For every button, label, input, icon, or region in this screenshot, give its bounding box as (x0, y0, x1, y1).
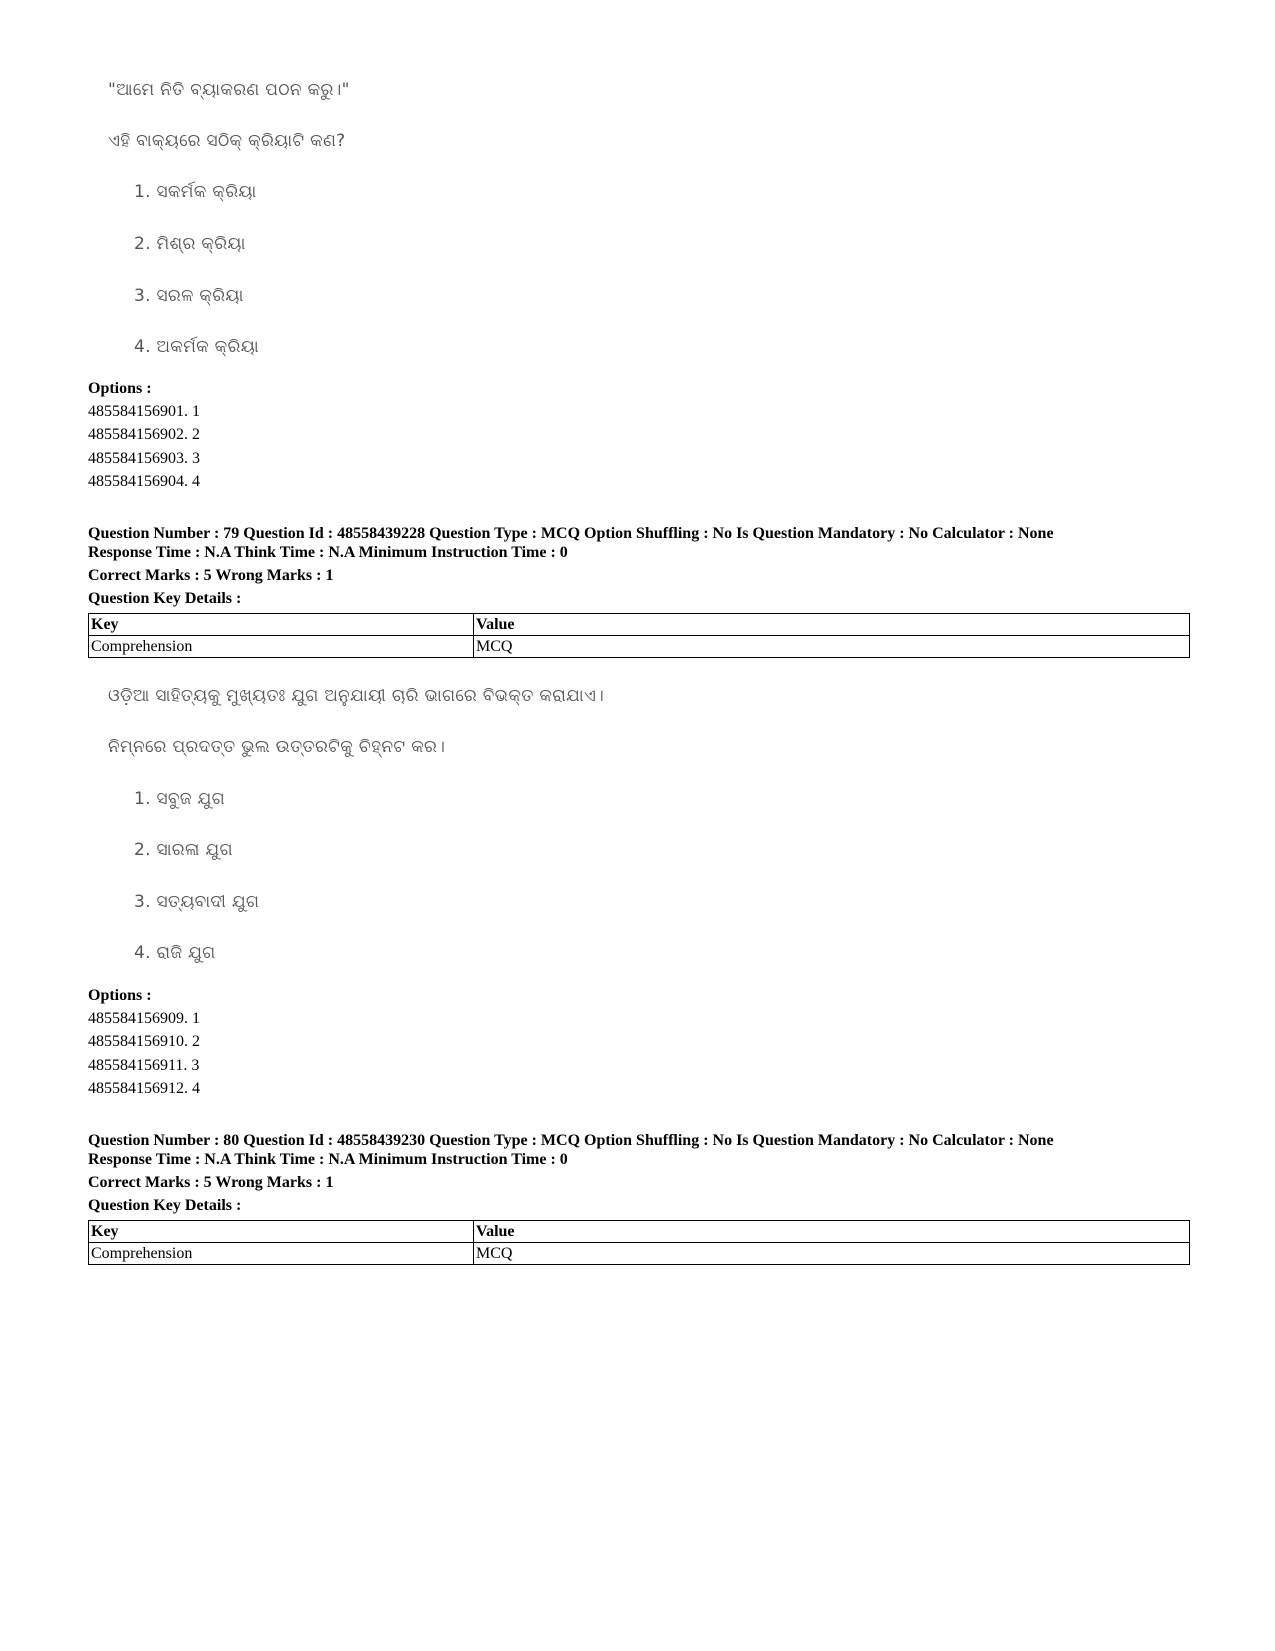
table-cell-value: MCQ (474, 636, 1190, 658)
marks-line: Correct Marks : 5 Wrong Marks : 1 (88, 1174, 334, 1191)
choice-line: 2. ମିଶ୍ର କ୍ରିୟା (134, 234, 246, 254)
choice-line: 3. ସରଳ କ୍ରିୟା (134, 286, 244, 306)
option-item: 485584156901. 1 (88, 403, 200, 420)
option-item: 485584156903. 3 (88, 450, 200, 467)
option-item: 485584156911. 3 (88, 1057, 200, 1074)
option-item: 485584156912. 4 (88, 1080, 200, 1097)
table-cell-key: Comprehension (89, 636, 474, 658)
question-text-line: "ଆମେ ନିତି ବ୍ୟାକରଣ ପଠନ କରୁ।" (108, 80, 350, 100)
table-header-row (89, 614, 1190, 636)
options-label: Options : (88, 380, 152, 397)
choice-line: 2. ସାରଳା ଯୁଗ (134, 840, 233, 860)
question-meta-line: Response Time : N.A Think Time : N.A Minimum Instruction Time : 0 (88, 1151, 568, 1168)
choice-line: 1. ସକର୍ମକ କ୍ରିୟା (134, 182, 257, 202)
option-item: 485584156909. 1 (88, 1010, 200, 1027)
table-row (89, 1243, 1190, 1265)
table-header-value: Value (474, 1221, 1190, 1243)
key-details-label: Question Key Details : (88, 1197, 242, 1214)
table-cell-key: Comprehension (89, 1243, 474, 1265)
table-cell-value: MCQ (474, 1243, 1190, 1265)
choice-line: 4. ରାଜି ଯୁଗ (134, 943, 216, 963)
choice-line: 1. ସବୁଜ ଯୁଗ (134, 789, 225, 809)
table-header-key: Key (89, 614, 474, 636)
options-label: Options : (88, 987, 152, 1004)
question-text-line: ଏହି ବାକ୍ୟରେ ସଠିକ୍ କ୍ରିୟାଟି କଣ? (108, 131, 346, 151)
question-meta-line: Question Number : 80 Question Id : 48558439230 Question Type : MCQ Option Shuffling : No Is Question Mandatory : No Calculator : None (88, 1132, 1054, 1149)
marks-line: Correct Marks : 5 Wrong Marks : 1 (88, 567, 334, 584)
question-meta-line: Response Time : N.A Think Time : N.A Minimum Instruction Time : 0 (88, 544, 568, 561)
table-header-row (89, 1221, 1190, 1243)
option-item: 485584156910. 2 (88, 1033, 200, 1050)
table-header-key: Key (89, 1221, 474, 1243)
key-details-table (88, 613, 1190, 658)
question-meta-line: Question Number : 79 Question Id : 48558439228 Question Type : MCQ Option Shuffling : No Is Question Mandatory : No Calculator : None (88, 525, 1054, 542)
table-row (89, 636, 1190, 658)
choice-line: 4. ଅକର୍ମକ କ୍ରିୟା (134, 337, 259, 357)
question-text-line: ଓଡ଼ିଆ ସାହିତ୍ୟକୁ ମୁଖ୍ୟତଃ ଯୁଗ ଅନୁଯାୟୀ ଚାରି ଭାଗରେ ବିଭକ୍ତ କରାଯାଏ। (108, 686, 605, 706)
option-item: 485584156904. 4 (88, 473, 200, 490)
question-text-line: ନିମ୍ନରେ ପ୍ରଦତ୍ତ ଭୁଲ ଉତ୍ତରଟିକୁ ଚିହ୍ନଟ କର। (108, 737, 446, 757)
choice-line: 3. ସତ୍ୟବାଦୀ ଯୁଗ (134, 892, 260, 912)
key-details-label: Question Key Details : (88, 590, 242, 607)
table-header-value: Value (474, 614, 1190, 636)
option-item: 485584156902. 2 (88, 426, 200, 443)
key-details-table (88, 1220, 1190, 1265)
